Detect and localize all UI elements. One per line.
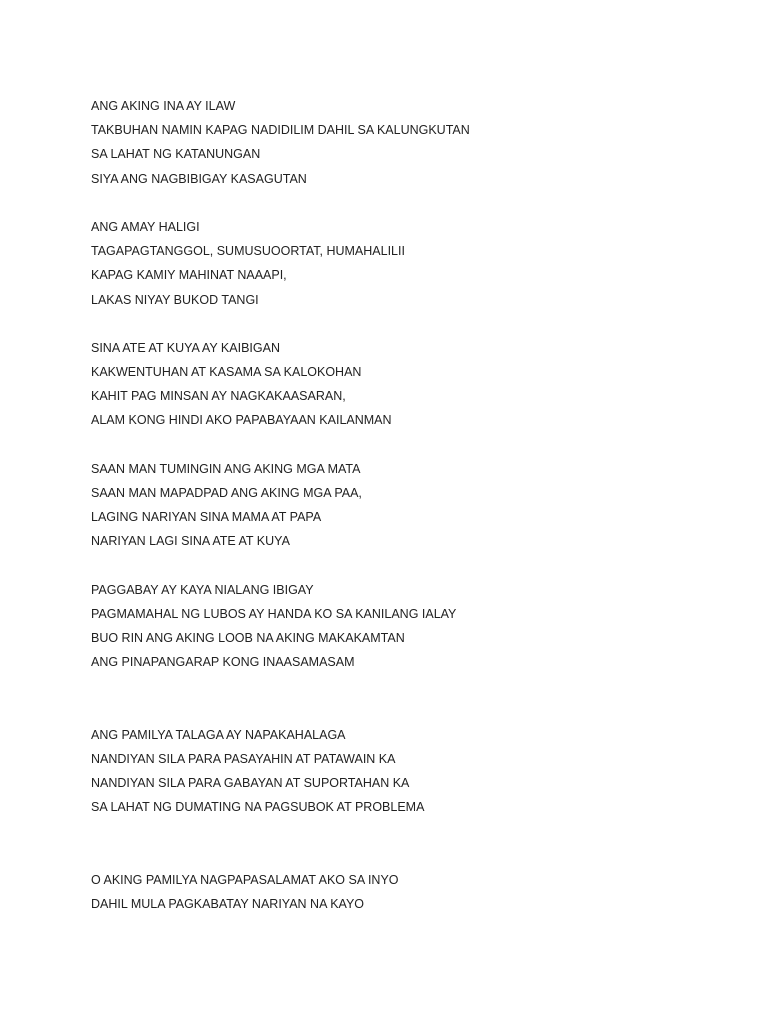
poem-line: SINA ATE AT KUYA AY KAIBIGAN [91,340,280,355]
poem-line: O AKING PAMILYA NAGPAPASALAMAT AKO SA INYO [91,873,399,888]
poem-line: LAKAS NIYAY BUKOD TANGI [91,292,259,307]
poem-line: NANDIYAN SILA PARA GABAYAN AT SUPORTAHAN KA [91,776,410,791]
stanza-4 [91,457,711,554]
poem-line: KAPAG KAMIY MAHINAT NAAAPI, [91,268,287,283]
poem-line: LAGING NARIYAN SINA MAMA AT PAPA [91,510,322,525]
poem-body [91,94,711,916]
poem-line: PAGGABAY AY KAYA NIALANG IBIGAY [91,582,314,597]
poem-line: SIYA ANG NAGBIBIGAY KASAGUTAN [91,171,307,186]
stanza-1 [91,94,711,191]
poem-line: ALAM KONG HINDI AKO PAPABAYAAN KAILANMAN [91,413,392,428]
poem-line: PAGMAMAHAL NG LUBOS AY HANDA KO SA KANILANG IALAY [91,606,457,621]
stanza-3 [91,336,711,433]
poem-line: BUO RIN ANG AKING LOOB NA AKING MAKAKAMTAN [91,631,405,646]
stanza-5 [91,578,711,675]
stanza-spacer [91,312,711,336]
poem-line: SA LAHAT NG KATANUNGAN [91,147,261,162]
stanza-6 [91,723,711,820]
poem-line: SAAN MAN TUMINGIN ANG AKING MGA MATA [91,461,361,476]
stanza-spacer [91,433,711,457]
stanza-spacer [91,820,711,868]
poem-line: KAKWENTUHAN AT KASAMA SA KALOKOHAN [91,365,362,380]
poem-line: ANG PINAPANGARAP KONG INAASAMASAM [91,655,355,670]
poem-line: SAAN MAN MAPADPAD ANG AKING MGA PAA, [91,486,362,500]
poem-line: ANG AKING INA AY ILAW [91,99,236,113]
poem-line: ANG PAMILYA TALAGA AY NAPAKAHALAGA [91,727,346,742]
poem-line: ANG AMAY HALIGI [91,219,200,234]
poem-line: DAHIL MULA PAGKABATAY NARIYAN NA KAYO [91,897,364,912]
stanza-spacer [91,191,711,215]
stanza-7 [91,868,711,916]
poem-line: TAGAPAGTANGGOL, SUMUSUOORTAT, HUMAHALILII [91,244,405,259]
poem-line: SA LAHAT NG DUMATING NA PAGSUBOK AT PROBLEMA [91,800,425,815]
poem-line: NARIYAN LAGI SINA ATE AT KUYA [91,534,290,549]
poem-line: KAHIT PAG MINSAN AY NAGKAKAASARAN, [91,389,346,404]
stanza-2 [91,215,711,312]
poem-line: TAKBUHAN NAMIN KAPAG NADIDILIM DAHIL SA KALUNGKUTAN [91,123,470,138]
stanza-spacer [91,675,711,723]
stanza-spacer [91,554,711,578]
poem-line: NANDIYAN SILA PARA PASAYAHIN AT PATAWAIN KA [91,752,396,767]
